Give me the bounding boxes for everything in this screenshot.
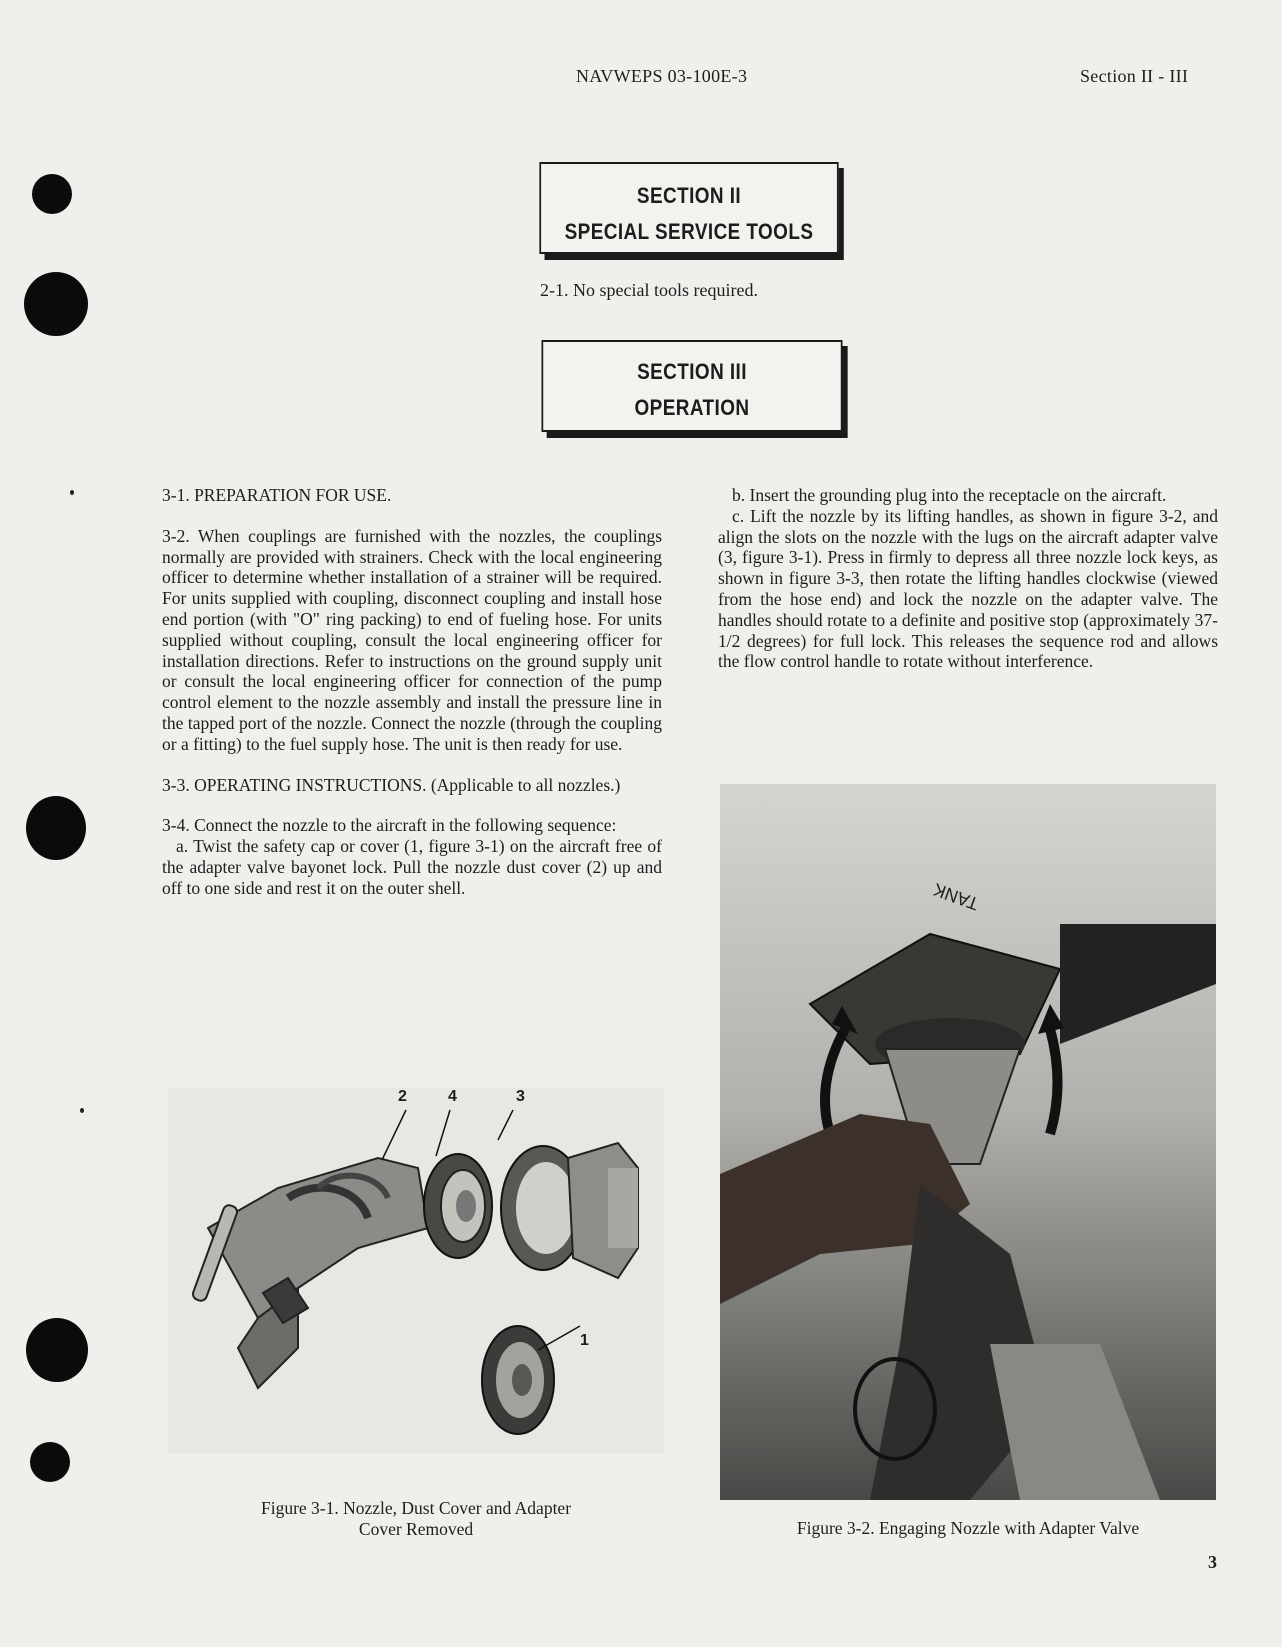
page-number: 3 <box>1208 1552 1217 1572</box>
figure-3-2-photo <box>720 784 1216 1500</box>
tank-label: TANK <box>930 879 982 915</box>
paragraph-3-2: 3-2. When couplings are furnished with the nozzles, the couplings normally are provided with strainers. Check with the local engineering officer to determine whether installation of a strainer will be required. For units supplied with coupling, disconnect coupling and install hose end portion (with "O" ring packing) to end of fueling hose. For units supplied without coupling, consult the local engineering officer for installation directions. Refer to instructions on the ground supply unit or consult the local engineering officer for connection of the pump control element to the nozzle assembly and install the pressure line in the tapped port of the nozzle. Connect the nozzle (through the coupling or a fitting) to the fuel supply hose. The unit is then ready for use. <box>162 525 662 754</box>
speck <box>70 490 74 495</box>
speck <box>80 1108 84 1113</box>
figure-3-2-caption: Figure 3-2. Engaging Nozzle with Adapter Valve <box>796 1518 1140 1538</box>
paragraph-3-4a: a. Twist the safety cap or cover (1, figure 3-1) on the aircraft free of the adapter valve bayonet lock. Pull the nozzle dust cover (2) up and off to one side and rest it on the outer shell. <box>162 836 662 898</box>
section-3-heading-box <box>542 340 843 432</box>
binder-hole <box>24 272 88 336</box>
figure-3-1-photo <box>168 1088 664 1454</box>
callout-1: 1 <box>580 1332 589 1349</box>
paragraph-3-4c: c. Lift the nozzle by its lifting handles, as shown in figure 3-2, and align the slots on the nozzle with the lugs on the aircraft adapter valve (3, figure 3-1). Press in firmly to depress all three nozzle lock keys, as shown in figure 3-3, then rotate the lifting handles clockwise (viewed from the hose end) and lock the nozzle on the adapter valve. The handles should rotate to a definite and positive stop (approximately 37-1/2 degrees) for full lock. This releases the sequence rod and allows the flow control handle to rotate without interference. <box>718 505 1218 672</box>
paragraph-3-4: 3-4. Connect the nozzle to the aircraft in the following sequence: <box>162 815 617 836</box>
document-number: NAVWEPS 03-100E-3 <box>576 66 748 86</box>
nozzle-parts-illustration <box>168 1088 664 1454</box>
section-2-title: SECTION II <box>636 183 742 208</box>
left-column <box>162 485 662 919</box>
section-2-heading-box <box>539 162 838 254</box>
paragraph-3-3: 3-3. OPERATING INSTRUCTIONS. (Applicable to all nozzles.) <box>162 774 621 795</box>
section-2-note: 2-1. No special tools required. <box>540 280 758 300</box>
binder-hole <box>26 1318 88 1382</box>
section-3-subtitle: OPERATION <box>634 395 750 420</box>
binder-hole <box>32 174 72 214</box>
figure-3-1-caption <box>168 1498 664 1540</box>
binder-hole <box>26 796 86 860</box>
callout-4: 4 <box>448 1088 457 1105</box>
section-2-subtitle: SPECIAL SERVICE TOOLS <box>564 219 814 244</box>
binder-hole <box>30 1442 70 1482</box>
section-3-title: SECTION III <box>637 359 747 384</box>
figure-3-1-caption-line2: Cover Removed <box>358 1519 474 1539</box>
section-reference: Section II - III <box>1080 66 1189 86</box>
engaging-nozzle-illustration <box>720 784 1216 1500</box>
right-column <box>718 485 1218 692</box>
paragraph-3-4b: b. Insert the grounding plug into the receptacle on the aircraft. <box>732 485 1167 505</box>
paragraph-3-1: 3-1. PREPARATION FOR USE. <box>162 485 392 505</box>
figure-3-1-caption-line1: Figure 3-1. Nozzle, Dust Cover and Adapter <box>260 1498 572 1518</box>
callout-2: 2 <box>398 1088 407 1105</box>
callout-3: 3 <box>516 1088 525 1105</box>
